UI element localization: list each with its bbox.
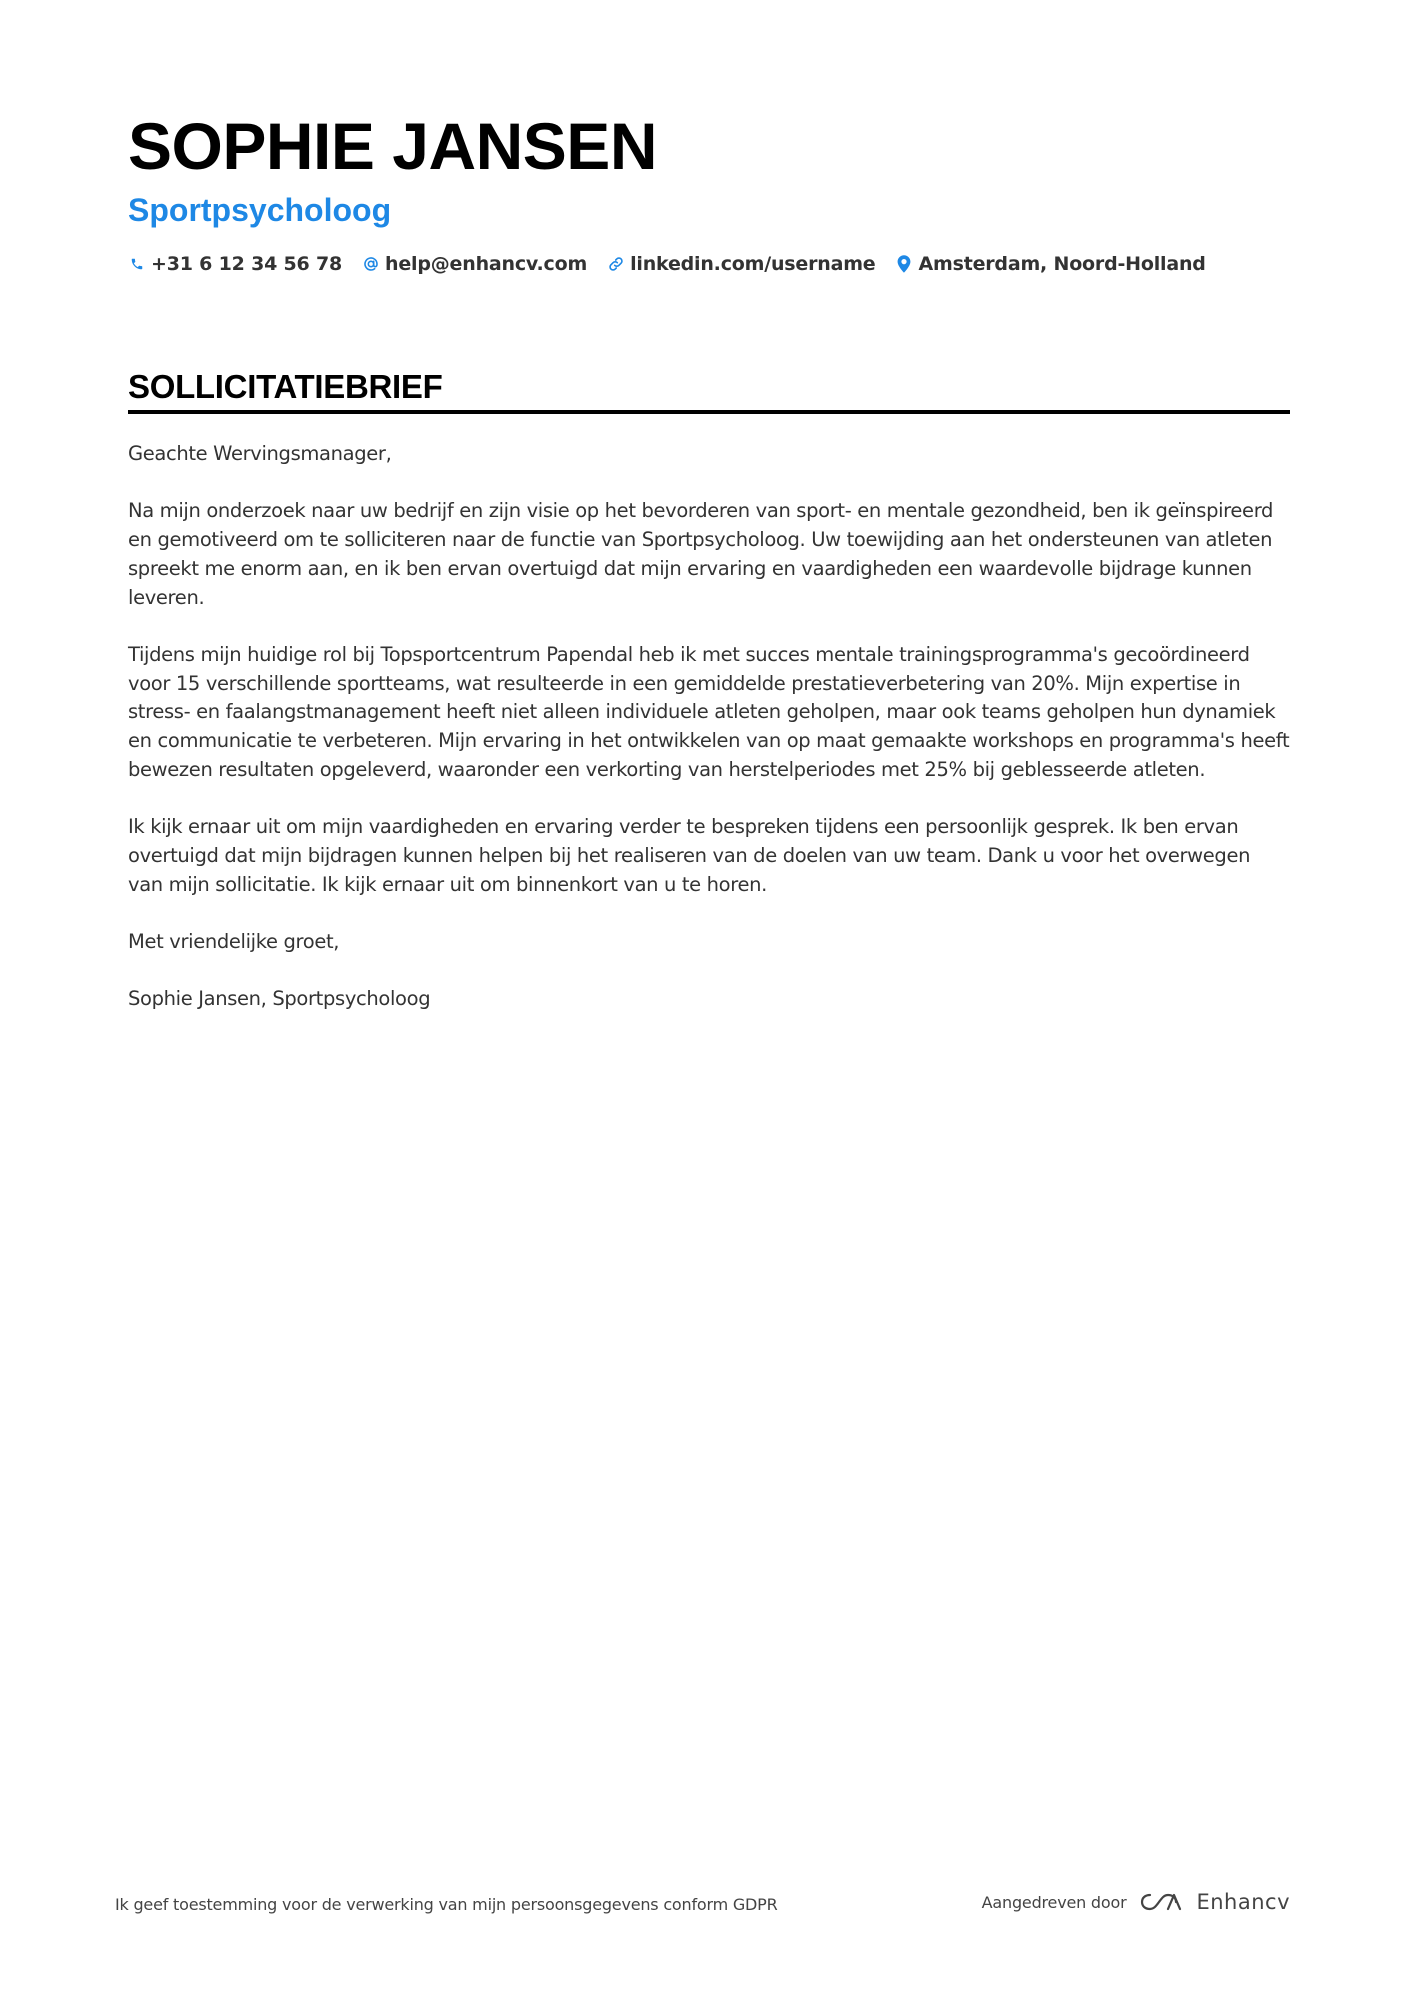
letter-paragraph: Tijdens mijn huidige rol bij Topsportcentrum Papendal heb ik met succes mentale trainingsprogramma's gecoördineerd voor 15 verschillende sportteams, wat resulteerde in een gemiddelde prestatieverbetering van 20%. Mijn expertise in stress- en faalangstmanagement heeft niet alleen individuele atleten geholpen, maar ook teams geholpen hun dynamiek en communicatie te verbeteren. Mijn ervaring in het ontwikkelen van op maat gemaakte workshops en programma's heeft bewezen resultaten opgeleverd, waaronder een verkorting van herstelperiodes met 25% bij geblesseerde atleten.	[128, 642, 1290, 781]
letter-paragraph: Ik kijk ernaar uit om mijn vaardigheden en ervaring verder te bespreken tijdens een persoonlijk gesprek. Ik ben ervan overtuigd dat mijn bijdragen kunnen helpen bij het realiseren van de doelen van uw team. Dank u voor het overwegen van mijn sollicitatie. Ik kijk ernaar uit om binnenkort van u te horen.	[128, 815, 1251, 896]
at-icon	[362, 253, 380, 275]
location-pin-icon	[895, 253, 913, 275]
contact-phone[interactable]	[128, 253, 342, 275]
contact-email-text: help@enhancv.com	[385, 253, 588, 275]
link-icon	[607, 253, 625, 275]
section-divider	[128, 410, 1290, 414]
contact-linkedin[interactable]	[607, 253, 875, 275]
candidate-name: SOPHIE JANSEN	[128, 109, 657, 183]
contact-location-text: Amsterdam, Noord-Holland	[918, 253, 1206, 275]
contact-bar	[128, 253, 1226, 275]
phone-icon	[128, 253, 146, 275]
powered-by[interactable]	[982, 1890, 1290, 1914]
letter-body	[128, 440, 1290, 1043]
enhancv-logo-icon	[1138, 1891, 1184, 1913]
powered-by-label: Aangedreven door	[981, 1892, 1127, 1912]
letter-signature: Sophie Jansen, Sportpsycholoog	[128, 987, 431, 1011]
section-heading: SOLLICITATIEBRIEF	[128, 368, 443, 405]
contact-email[interactable]	[362, 253, 587, 275]
enhancv-brand-text: Enhancv	[1196, 1890, 1290, 1914]
contact-location	[895, 253, 1205, 275]
letter-salutation: Geachte Wervingsmanager,	[128, 442, 392, 465]
contact-linkedin-text: linkedin.com/username	[630, 253, 876, 275]
gdpr-consent-text: Ik geef toestemming voor de verwerking van mijn persoonsgegevens conform GDPR	[115, 1895, 778, 1914]
letter-paragraph: Na mijn onderzoek naar uw bedrijf en zijn visie op het bevorderen van sport- en mentale gezondheid, ben ik geïnspireerd en gemotiveerd om te solliciteren naar de functie van Sportpsycholoog. Uw toewijding aan het ondersteunen van atleten spreekt me enorm aan, en ik ben ervan overtuigd dat mijn ervaring en vaardigheden een waardevolle bijdrage kunnen leveren.	[128, 499, 1274, 609]
candidate-title: Sportpsycholoog	[128, 192, 392, 228]
contact-phone-text: +31 6 12 34 56 78	[151, 253, 343, 275]
letter-closing: Met vriendelijke groet,	[128, 929, 340, 953]
